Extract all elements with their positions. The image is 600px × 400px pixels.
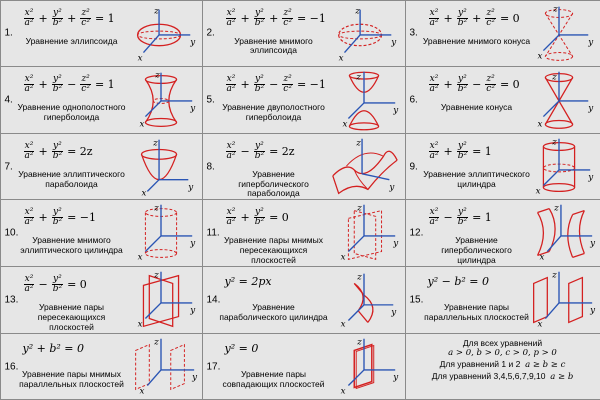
item-number: 2. <box>206 27 215 39</box>
equation: $\frac{\text{x²}}{\text{a²}}$ + $\frac{\text{y²}}{\text{b²}}$ = 0 <box>226 207 289 228</box>
equation: $\frac{\text{x²}}{\text{a²}}$ − $\frac{\text{y²}}{\text{b²}}$ = 0 <box>24 274 87 295</box>
description: Уравнение параболического цилиндра <box>219 302 328 322</box>
item-11 <box>202 199 406 267</box>
description: Уравнение эллиптического параболоида <box>18 168 125 189</box>
item-3 <box>405 0 600 67</box>
svg-text:y: y <box>390 307 396 318</box>
item-number: 6. <box>409 94 418 106</box>
svg-text:y: y <box>187 182 193 193</box>
svg-text:y: y <box>392 105 398 116</box>
item-number: 7. <box>4 161 13 173</box>
svg-text:y: y <box>189 103 195 114</box>
item-13 <box>0 266 203 334</box>
svg-text:x: x <box>342 119 348 130</box>
intersecting-planes-figure <box>122 269 200 331</box>
description: Уравнение эллипсоида <box>25 35 118 46</box>
svg-text:z: z <box>355 72 361 83</box>
svg-text:x: x <box>137 319 143 330</box>
elliptic-cylinder-figure <box>520 136 598 198</box>
item-number: 5. <box>206 94 215 106</box>
svg-text:z: z <box>551 72 557 83</box>
svg-text:x: x <box>535 186 541 197</box>
description: Уравнение мнимого эллиптического цилиндра <box>20 235 123 256</box>
svg-text:x: x <box>537 319 543 330</box>
item-number: 3. <box>409 27 418 39</box>
equation: $\frac{\text{x²}}{\text{a²}}$ − $\frac{\text{y²}}{\text{b²}}$ = 2z <box>226 140 295 161</box>
svg-text:x: x <box>338 52 344 63</box>
equation: y² = 2px <box>224 275 272 289</box>
description: Уравнение эллиптического цилиндра <box>423 168 530 189</box>
equation: $\frac{\text{x²}}{\text{a²}}$ + $\frac{\text{y²}}{\text{b²}}$ − $\frac{\text{z²}}{\text{c²}}$ = 1 <box>24 74 115 95</box>
item-number: 17. <box>206 361 221 373</box>
svg-text:y: y <box>390 37 396 48</box>
item-number: 14. <box>206 294 221 306</box>
one-sheet-hyperboloid-figure <box>122 69 200 131</box>
item-number: 15. <box>409 294 424 306</box>
item-1 <box>0 0 203 67</box>
item-9 <box>405 133 600 201</box>
equation: $\frac{\text{x²}}{\text{a²}}$ + $\frac{\text{y²}}{\text{b²}}$ = 1 <box>429 140 492 161</box>
item-16 <box>0 333 203 400</box>
equation: $\frac{\text{x²}}{\text{a²}}$ + $\frac{\text{y²}}{\text{b²}}$ + $\frac{\text{z²}}{\text{c²}}$ = 1 <box>24 7 115 28</box>
description: Уравнение мнимого конуса <box>422 35 531 46</box>
svg-text:z: z <box>355 138 361 149</box>
item-number: 13. <box>4 294 19 306</box>
imaginary-ellipsoid-figure <box>325 3 403 65</box>
svg-text:y: y <box>392 239 398 250</box>
cone-figure <box>520 69 598 131</box>
svg-text:x: x <box>340 252 346 263</box>
imaginary-elliptic-cylinder-figure <box>122 202 200 264</box>
note-line-4: Для уравнений 3,4,5,6,7,9,10 a ≥ b <box>431 370 574 382</box>
svg-text:z: z <box>551 137 557 148</box>
svg-text:y: y <box>189 305 195 316</box>
description: Уравнение двуполостного гиперболоида <box>222 102 325 122</box>
svg-text:x: x <box>340 319 346 330</box>
svg-text:x: x <box>139 386 145 397</box>
svg-text:y: y <box>587 37 593 48</box>
description: Уравнение пары совпадающих плоскостей <box>222 368 325 389</box>
item-10 <box>0 199 203 267</box>
svg-text:x: x <box>537 50 543 61</box>
svg-text:x: x <box>141 188 146 198</box>
description: Уравнение пары параллельных плоскостей <box>424 302 529 322</box>
svg-text:z: z <box>551 270 557 281</box>
svg-text:z: z <box>153 204 159 215</box>
equation: $\frac{\text{x²}}{\text{a²}}$ + $\frac{\text{y²}}{\text{b²}}$ + $\frac{\text{z²}}{\text{c²}}$ = −1 <box>226 7 326 28</box>
item-number: 12. <box>409 227 424 239</box>
svg-text:z: z <box>553 204 559 215</box>
two-sheet-hyperboloid-figure <box>325 69 403 131</box>
item-number: 1. <box>4 27 13 39</box>
description: Уравнение пары мнимых пересекающихся плоскостей <box>224 235 323 265</box>
svg-text:y: y <box>587 172 593 183</box>
svg-text:x: x <box>139 119 145 130</box>
equation: $\frac{\text{x²}}{\text{a²}}$ + $\frac{\text{y²}}{\text{b²}}$ − $\frac{\text{z²}}{\text{c²}}$ = −1 <box>226 74 326 95</box>
svg-text:y: y <box>388 182 394 193</box>
elliptic-paraboloid-figure <box>122 136 200 198</box>
equation: $\frac{\text{x²}}{\text{a²}}$ + $\frac{\text{y²}}{\text{b²}}$ − $\frac{\text{z²}}{\text{c²}}$ = 0 <box>429 74 520 95</box>
item-12 <box>405 199 600 267</box>
equation: $\frac{\text{x²}}{\text{a²}}$ + $\frac{\text{y²}}{\text{b²}}$ = −1 <box>24 207 97 228</box>
svg-text:z: z <box>153 270 159 281</box>
item-14 <box>202 266 406 334</box>
svg-text:z: z <box>154 70 160 81</box>
equation: y² = 0 <box>224 341 259 355</box>
imaginary-intersecting-planes-figure <box>325 202 403 264</box>
item-5 <box>202 66 406 134</box>
svg-text:z: z <box>354 6 360 17</box>
item-6 <box>405 66 600 134</box>
item-number: 16. <box>4 361 19 373</box>
item-2 <box>202 0 406 67</box>
svg-text:z: z <box>356 337 362 348</box>
item-number: 8. <box>206 161 215 173</box>
svg-text:y: y <box>589 305 595 316</box>
svg-text:z: z <box>356 272 362 283</box>
description: Уравнение однополостного гиперболоида <box>17 102 126 122</box>
svg-text:x: x <box>539 252 544 263</box>
item-number: 11. <box>206 227 220 239</box>
svg-text:y: y <box>189 239 195 250</box>
item-7 <box>0 133 203 201</box>
svg-text:y: y <box>191 372 197 383</box>
note-line-2: a > 0, b > 0, c > 0, p > 0 <box>448 348 557 359</box>
description: Уравнение конуса <box>440 102 513 113</box>
item-15 <box>405 266 600 334</box>
description: Уравнение гиперболического параболоида <box>238 168 309 199</box>
svg-text:x: x <box>537 119 543 130</box>
svg-text:y: y <box>587 103 593 114</box>
svg-text:z: z <box>356 204 362 215</box>
equation: y² − b² = 0 <box>427 275 489 289</box>
svg-text:z: z <box>552 4 558 15</box>
note-line-1: Для всех уравнений <box>462 337 543 348</box>
item-number: 10. <box>4 227 19 239</box>
svg-text:z: z <box>153 6 159 17</box>
item-number: 4. <box>4 94 13 106</box>
hyperbolic-paraboloid-figure <box>325 136 403 198</box>
equation: $\frac{\text{x²}}{\text{a²}}$ + $\frac{\text{y²}}{\text{b²}}$ + $\frac{\text{z²}}{\text{c²}}$ = 0 <box>429 7 520 28</box>
item-8 <box>202 133 406 201</box>
svg-text:z: z <box>153 337 159 348</box>
hyperbolic-cylinder-figure <box>520 202 598 264</box>
item-17 <box>202 333 406 400</box>
svg-text:x: x <box>137 52 143 63</box>
svg-text:y: y <box>392 372 398 383</box>
description: Уравнение гиперболического цилиндра <box>441 235 512 265</box>
item-4 <box>0 66 203 134</box>
description: Уравнение пары пересекающихся плоскостей <box>37 302 106 332</box>
svg-text:y: y <box>189 37 195 48</box>
conditions-text <box>406 338 600 383</box>
svg-text:y: y <box>589 239 595 250</box>
description: Уравнение мнимого эллипсоида <box>234 35 313 56</box>
svg-text:x: x <box>340 386 346 397</box>
equation: y² + b² = 0 <box>22 341 84 355</box>
ellipsoid-figure <box>122 3 200 65</box>
svg-text:x: x <box>137 252 143 263</box>
parallel-planes-figure <box>520 269 598 331</box>
imaginary-parallel-planes-figure <box>122 336 200 398</box>
parabolic-cylinder-figure <box>325 269 403 331</box>
item-number: 9. <box>409 161 418 173</box>
equation: $\frac{\text{x²}}{\text{a²}}$ + $\frac{\text{y²}}{\text{b²}}$ = 2z <box>24 140 93 161</box>
svg-text:z: z <box>152 138 158 149</box>
equation: $\frac{\text{x²}}{\text{a²}}$ − $\frac{\text{y²}}{\text{b²}}$ = 1 <box>429 207 492 228</box>
description: Уравнение пары мнимых параллельных плоскостей <box>19 368 124 389</box>
imaginary-cone-figure <box>520 3 598 65</box>
note-line-3: Для уравнений 1 и 2 a ≥ b ≥ c <box>439 359 566 371</box>
coincident-planes-figure <box>325 336 403 398</box>
conditions-note <box>405 333 600 400</box>
